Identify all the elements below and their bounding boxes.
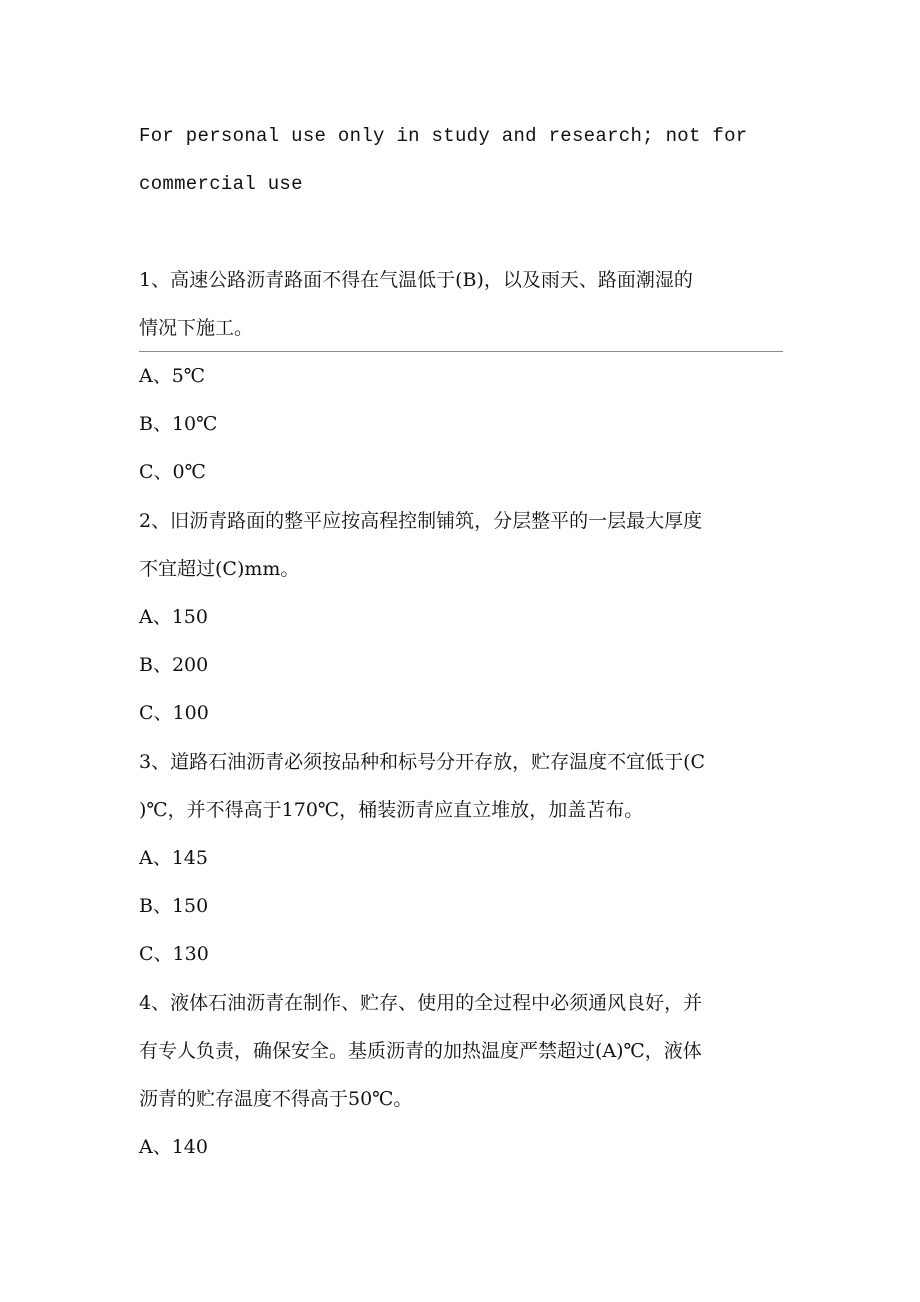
- question-4-stem-line-1: 4、液体石油沥青在制作、贮存、使用的全过程中必须通风良好，并: [139, 992, 703, 1014]
- question-4-stem-line-3: 沥青的贮存温度不得高于50℃。: [139, 1088, 413, 1110]
- question-2-stem-line-2: 不宜超过(C)mm。: [139, 558, 300, 580]
- question-1-option-c: C、0℃: [139, 461, 206, 483]
- question-4-option-a: A、140: [139, 1136, 208, 1158]
- question-3-option-c: C、130: [139, 943, 209, 965]
- question-2-option-c: C、100: [139, 702, 209, 724]
- question-4-stem-line-2: 有专人负责，确保安全。基质沥青的加热温度严禁超过(A)℃，液体: [139, 1040, 702, 1062]
- question-3-option-a: A、145: [139, 847, 208, 869]
- usage-notice-line-2: commercial use: [139, 173, 303, 195]
- question-2-option-b: B、200: [139, 654, 209, 676]
- question-3-stem-line-2: )℃，并不得高于170℃，桶装沥青应直立堆放，加盖苫布。: [139, 799, 644, 821]
- question-3-stem-line-1: 3、道路石油沥青必须按品种和标号分开存放，贮存温度不宜低于(C: [139, 751, 706, 773]
- usage-notice-line-1: For personal use only in study and research; not for: [139, 125, 748, 147]
- question-2-option-a: A、150: [139, 606, 208, 628]
- question-3-option-b: B、150: [139, 895, 209, 917]
- header-divider: [139, 351, 783, 352]
- question-1-stem-line-1: 1、高速公路沥青路面不得在气温低于(B)，以及雨天、路面潮湿的: [139, 269, 693, 291]
- question-1-option-b: B、10℃: [139, 413, 218, 435]
- question-1-stem-line-2: 情况下施工。: [139, 317, 254, 339]
- question-2-stem-line-1: 2、旧沥青路面的整平应按高程控制铺筑，分层整平的一层最大厚度: [139, 510, 703, 532]
- question-1-option-a: A、5℃: [139, 365, 206, 387]
